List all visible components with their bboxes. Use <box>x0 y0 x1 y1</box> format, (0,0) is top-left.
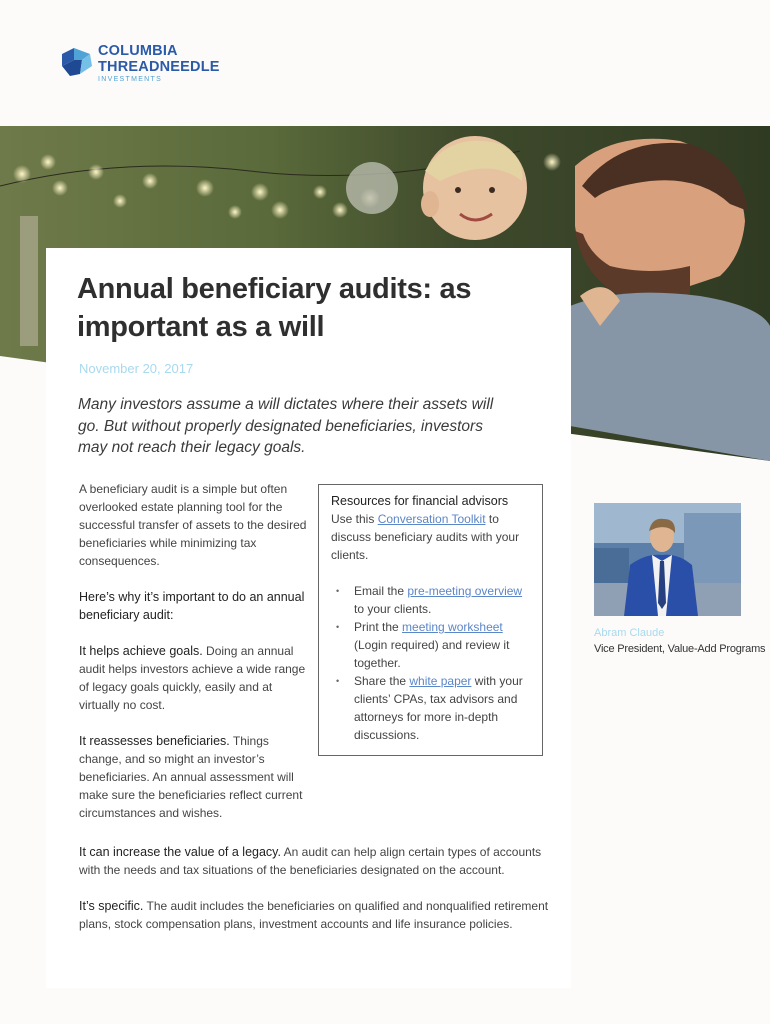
list-item-text: with your clients’ CPAs, tax advisors and attorneys for more in-depth discussions. <box>354 674 523 742</box>
left-column <box>79 480 309 840</box>
point-goals <box>79 642 309 714</box>
resources-intro-post: to discuss beneficiary audits with your clients. <box>331 512 520 562</box>
brand-logo[interactable] <box>60 44 220 83</box>
list-item <box>331 618 530 672</box>
article-title: Annual beneficiary audits: as important as a will <box>77 273 472 343</box>
list-item-text: Print the <box>354 620 403 634</box>
resources-title: Resources for financial advisors <box>331 494 509 508</box>
list-item <box>331 582 530 618</box>
point-specific <box>79 897 549 933</box>
point-reassess-body: Things change, and so might an investor’s beneficiaries. An annual assessment will make sure the beneficiaries reflect current circumstances and wishes. <box>79 734 303 820</box>
resources-list <box>331 582 530 744</box>
contact-photo <box>594 503 741 616</box>
white-paper-link[interactable]: white paper <box>409 674 472 688</box>
why-heading: Here’s why it’s important to do an annual beneficiary audit: <box>79 590 305 622</box>
bottom-section <box>79 843 549 951</box>
list-item-text: (Login required) and review it together. <box>354 638 510 670</box>
resources-intro-pre: Use this <box>331 512 378 526</box>
resources-box <box>318 484 543 756</box>
brand-name-line2: THREADNEEDLE <box>98 58 220 75</box>
meeting-worksheet-link[interactable]: meeting worksheet <box>402 620 503 634</box>
conversation-toolkit-link[interactable]: Conversation Toolkit <box>377 512 486 526</box>
columbia-threadneedle-logo-icon <box>60 44 94 80</box>
point-specific-body: The audit includes the beneficiaries on qualified and nonqualified retirement plans, stock compensation plans, investment accounts and life insurance policies. <box>79 899 549 931</box>
point-legacy-body: An audit can help align certain types of accounts with the needs and tax situations of the beneficiaries designated on the account. <box>79 845 542 877</box>
article-lead: Many investors assume a will dictates where their assets will go. But without properly designated beneficiaries, investors may not reach their legacy goals. <box>78 396 494 456</box>
point-goals-body: Doing an annual audit helps investors achieve a wide range of legacy goals quickly, easily and at virtually no cost. <box>79 644 306 712</box>
point-goals-head: It helps achieve goals. <box>79 644 203 658</box>
list-item <box>331 672 530 744</box>
point-specific-head: It’s specific. <box>79 899 144 913</box>
brand-name-line1: COLUMBIA <box>98 43 178 59</box>
resources-intro <box>331 510 530 564</box>
list-item-text: Email the <box>354 584 408 598</box>
list-item-text: Share the <box>354 674 410 688</box>
point-reassess <box>79 732 309 822</box>
intro-paragraph: A beneficiary audit is a simple but often overlooked estate planning tool for the successful transfer of assets to the desired beneficiaries while minimizing tax consequences. <box>79 482 307 568</box>
article-date: November 20, 2017 <box>79 361 194 376</box>
point-legacy-head: It can increase the value of a legacy. <box>79 845 281 859</box>
point-legacy <box>79 843 549 879</box>
list-item-text: to your clients. <box>354 602 432 616</box>
point-reassess-head: It reassesses beneficiaries. <box>79 734 230 748</box>
contact-title: Vice President, Value-Add Programs <box>594 643 766 655</box>
brand-name-line3: INVESTMENTS <box>98 76 163 83</box>
contact-name: Abram Claude <box>594 627 665 639</box>
pre-meeting-overview-link[interactable]: pre-meeting overview <box>407 584 523 598</box>
